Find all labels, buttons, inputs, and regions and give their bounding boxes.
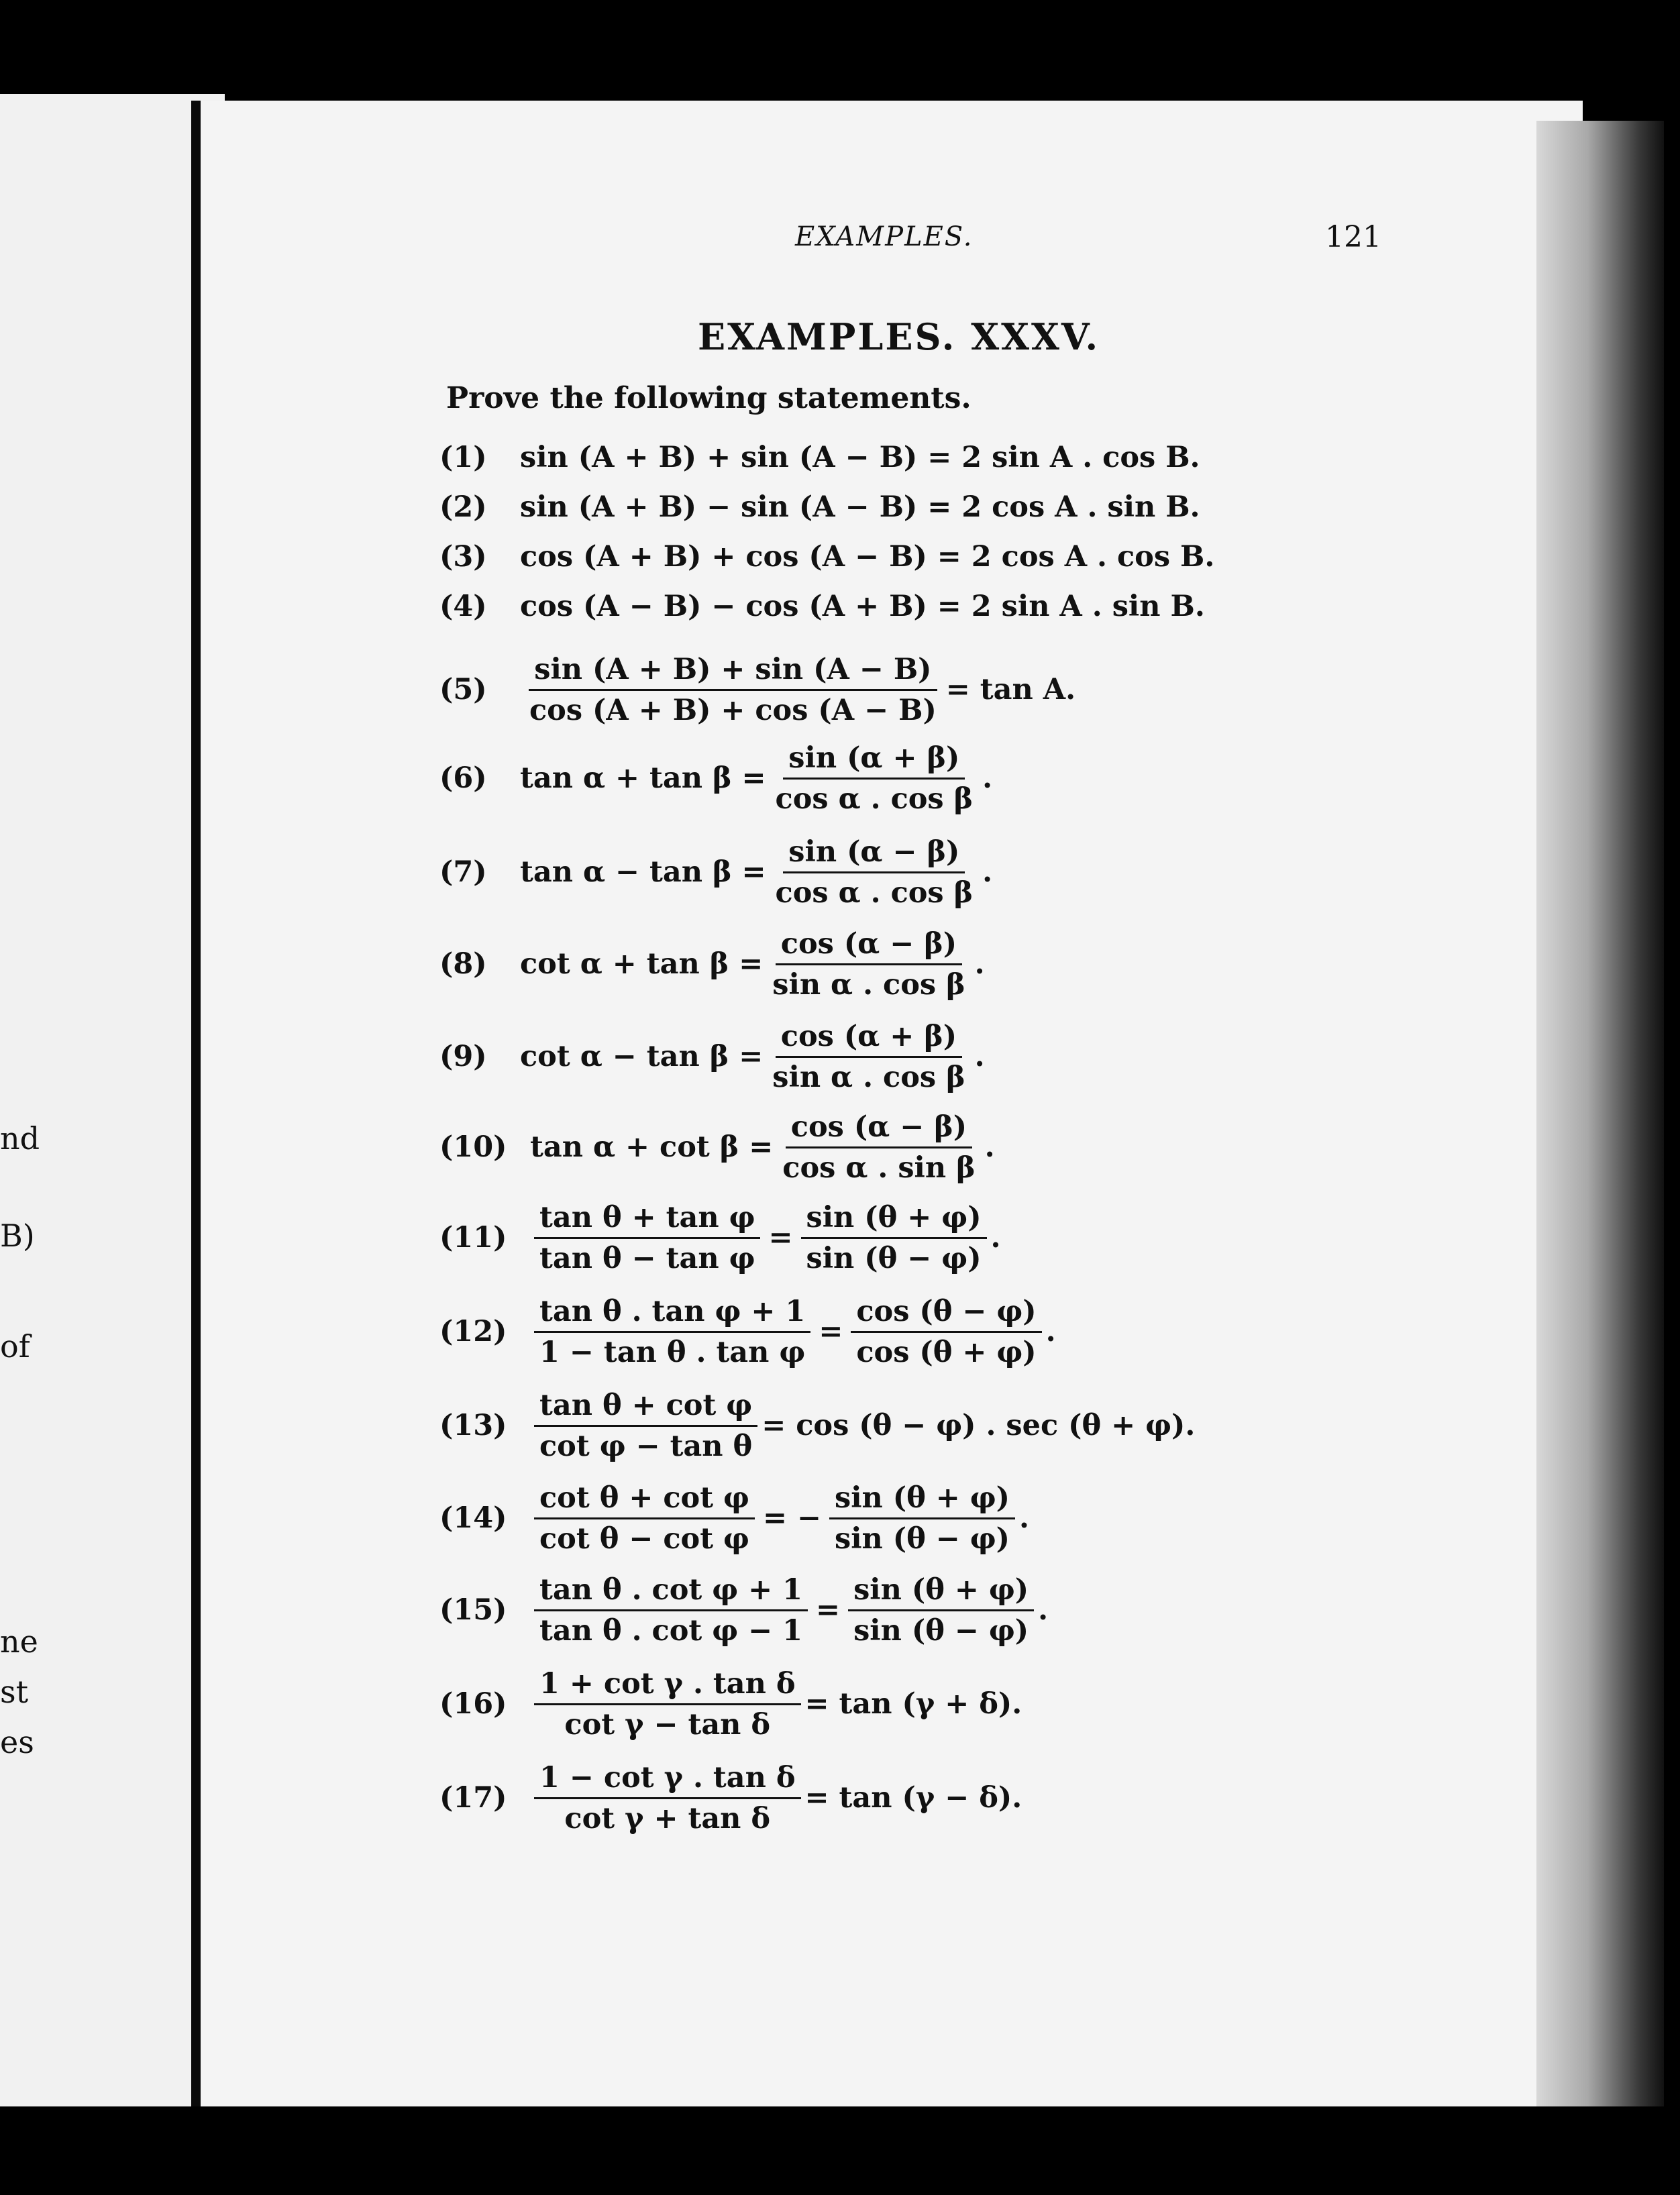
example-number: (7) [439, 855, 487, 889]
left-page-fragment: of [0, 1328, 30, 1364]
fraction [767, 927, 970, 1002]
lhs: cot α + tan β = [520, 947, 764, 981]
example-1 [439, 437, 1200, 478]
denominator: cos α . cos β [775, 782, 974, 816]
example-9 [439, 1019, 985, 1094]
numerator: cos (θ − φ) [851, 1295, 1041, 1333]
example-6 [439, 741, 993, 816]
fraction [534, 1201, 760, 1275]
denominator: cos (A + B) + cos (A − B) [529, 693, 937, 727]
numerator: sin (θ + φ) [829, 1481, 1015, 1519]
equals-sign: = [816, 1593, 841, 1627]
denominator: cot γ + tan δ [564, 1801, 771, 1835]
rhs: . [1019, 1501, 1029, 1535]
numerator: sin (A + B) + sin (A − B) [529, 653, 937, 691]
example-text: cos (A − B) − cos (A + B) = 2 sin A . sin B. [520, 590, 1205, 623]
example-number: (1) [439, 441, 487, 474]
example-number: (16) [439, 1687, 507, 1721]
denominator: sin (θ − φ) [806, 1241, 982, 1275]
numerator: tan θ + tan φ [534, 1201, 760, 1239]
example-text: sin (A + B) − sin (A − B) = 2 cos A . sin B. [520, 490, 1200, 524]
rhs: . [982, 761, 993, 795]
example-14 [439, 1481, 1029, 1556]
numerator: cos (α − β) [786, 1110, 972, 1148]
example-number: (17) [439, 1781, 507, 1815]
section-heading: EXAMPLES. XXXV. [698, 315, 1100, 358]
denominator: cos (θ + φ) [856, 1335, 1037, 1369]
fraction [524, 653, 942, 727]
equals-sign: = [768, 1221, 793, 1254]
denominator: cot θ − cot φ [539, 1521, 749, 1556]
example-number: (8) [439, 947, 487, 981]
example-number: (6) [439, 761, 487, 795]
denominator: cos α . sin β [782, 1150, 976, 1185]
rhs: . [974, 947, 985, 981]
left-page-fragment: st [0, 1674, 29, 1710]
rhs: . [984, 1130, 995, 1164]
lhs: tan α + cot β = [530, 1130, 774, 1164]
example-number: (14) [439, 1501, 507, 1535]
denominator: sin (θ − φ) [853, 1613, 1029, 1648]
rhs: . [1045, 1315, 1056, 1348]
fraction [770, 741, 979, 816]
equals-sign: = − [762, 1501, 821, 1535]
lhs: cot α − tan β = [520, 1040, 764, 1073]
example-8 [439, 926, 985, 1002]
example-13 [439, 1388, 1196, 1463]
example-number: (15) [439, 1593, 507, 1627]
rhs: = cos (θ − φ) . sec (θ + φ). [762, 1409, 1196, 1442]
denominator: cot φ − tan θ [539, 1429, 753, 1463]
fraction [851, 1295, 1041, 1369]
rhs: = tan A. [945, 673, 1076, 706]
example-12 [439, 1294, 1056, 1369]
numerator: 1 + cot γ . tan δ [534, 1667, 801, 1705]
example-10 [439, 1110, 995, 1185]
example-number: (5) [439, 673, 487, 706]
running-title: EXAMPLES. [795, 221, 974, 252]
left-page-fragment: ne [0, 1623, 38, 1660]
numerator: sin (α + β) [783, 741, 965, 780]
denominator: tan θ − tan φ [539, 1241, 755, 1275]
numerator: tan θ + cot φ [534, 1389, 757, 1427]
fraction [534, 1481, 755, 1556]
fraction [829, 1481, 1015, 1556]
rhs: . [982, 855, 993, 889]
denominator: sin (θ − φ) [834, 1521, 1010, 1556]
lhs: tan α − tan β = [520, 855, 766, 889]
fraction [777, 1110, 980, 1185]
example-number: (4) [439, 590, 487, 623]
denominator: cot γ − tan δ [564, 1707, 771, 1742]
example-number: (11) [439, 1221, 507, 1254]
numerator: tan θ . cot φ + 1 [534, 1573, 808, 1611]
fraction [801, 1201, 987, 1275]
left-page-fragment: es [0, 1724, 34, 1760]
rhs: = tan (γ − δ). [804, 1781, 1022, 1815]
lhs: tan α + tan β = [520, 761, 766, 795]
example-2 [439, 487, 1200, 527]
numerator: 1 − cot γ . tan δ [534, 1761, 801, 1799]
denominator: sin α . cos β [772, 1060, 965, 1094]
equals-sign: = [819, 1315, 843, 1348]
left-page-fragment: B) [0, 1218, 35, 1254]
fraction [534, 1761, 801, 1835]
numerator: sin (θ + φ) [801, 1201, 987, 1239]
example-number: (9) [439, 1040, 487, 1073]
example-text: sin (A + B) + sin (A − B) = 2 sin A . cos B. [520, 441, 1200, 474]
numerator: cos (α − β) [776, 927, 962, 965]
page-number: 121 [1325, 220, 1381, 254]
denominator: sin α . cos β [772, 967, 965, 1002]
example-7 [439, 835, 993, 910]
example-11 [439, 1200, 1001, 1275]
rhs: = tan (γ + δ). [804, 1687, 1022, 1721]
example-number: (2) [439, 490, 487, 524]
numerator: cot θ + cot φ [534, 1481, 755, 1519]
fraction [534, 1573, 808, 1648]
numerator: sin (θ + φ) [848, 1573, 1034, 1611]
numerator: sin (α − β) [783, 835, 965, 873]
example-4 [439, 586, 1205, 627]
example-16 [439, 1666, 1022, 1742]
example-number: (3) [439, 540, 487, 574]
page-fold-shadow [1536, 121, 1664, 2106]
fraction [534, 1295, 810, 1369]
numerator: cos (α + β) [776, 1020, 962, 1058]
left-page-fragment: nd [0, 1120, 40, 1157]
fraction [770, 835, 979, 910]
rhs: . [990, 1221, 1001, 1254]
denominator: cos α . cos β [775, 875, 974, 910]
example-number: (12) [439, 1315, 507, 1348]
fraction [848, 1573, 1034, 1648]
denominator: tan θ . cot φ − 1 [539, 1613, 803, 1648]
rhs: . [974, 1040, 985, 1073]
example-text: cos (A + B) + cos (A − B) = 2 cos A . cos B. [520, 540, 1215, 574]
numerator: tan θ . tan φ + 1 [534, 1295, 810, 1333]
example-number: (10) [439, 1130, 507, 1164]
example-17 [439, 1760, 1022, 1835]
denominator: 1 − tan θ . tan φ [539, 1335, 806, 1369]
fraction [534, 1667, 801, 1742]
example-number: (13) [439, 1409, 507, 1442]
fraction [767, 1020, 970, 1094]
fraction [534, 1389, 757, 1463]
example-5 [439, 652, 1076, 727]
instruction: Prove the following statements. [446, 381, 972, 415]
example-15 [439, 1572, 1049, 1648]
rhs: . [1038, 1593, 1049, 1627]
example-3 [439, 537, 1214, 577]
